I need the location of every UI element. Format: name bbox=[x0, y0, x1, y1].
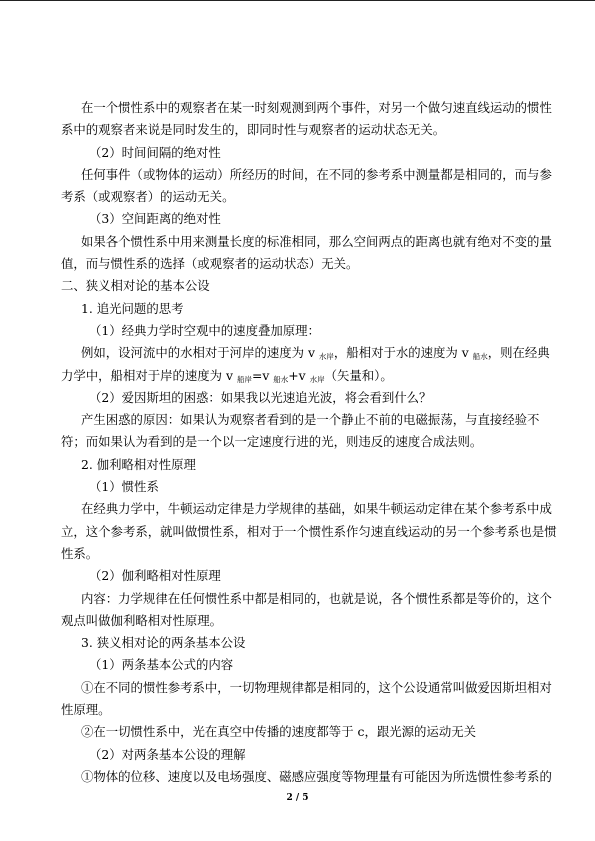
subheading: （2）爱因斯坦的困惑：如果我以光速追光波，将会看到什么？ bbox=[89, 389, 432, 405]
subheading: （1）两条基本公式的内容 bbox=[89, 657, 234, 673]
paragraph-line: 值，而与惯性系的选择（或观察者的运动状态）无关。 bbox=[61, 256, 359, 272]
subheading: （2）时间间隔的绝对性 bbox=[89, 144, 221, 160]
paragraph-line: ①在不同的惯性参考系中，一切物理规律都是相同的，这个公设通常叫做爱因斯坦相对 bbox=[81, 679, 552, 695]
subscript: 水岸 bbox=[318, 352, 334, 362]
paragraph-line: 性系。 bbox=[61, 545, 99, 561]
subheading: （2）对两条基本公设的理解 bbox=[89, 746, 246, 762]
text-run: （矢量和）。 bbox=[324, 367, 393, 383]
paragraph-line: 观点叫做伽利略相对性原理。 bbox=[61, 612, 223, 628]
text-run: ，则在经典 bbox=[487, 345, 550, 361]
subheading: 2. 伽利略相对性原理 bbox=[81, 456, 196, 472]
page-number: 2 / 5 bbox=[286, 793, 309, 803]
paragraph-line: ①物体的位移、速度以及电场强度、磁感应强度等物理量有可能因为所选惯性参考系的 bbox=[81, 768, 552, 784]
subheading: 1. 追光问题的思考 bbox=[81, 300, 184, 316]
text-run: =v bbox=[251, 367, 274, 383]
paragraph-line: 在一个惯性系中的观察者在某一时刻观测到两个事件，对另一个做匀速直线运动的惯性 bbox=[81, 100, 552, 115]
text-run: ，船相对于水的速度为 v bbox=[333, 345, 473, 361]
subscript: 船岸 bbox=[236, 374, 252, 384]
section-heading: 二、狭义相对论的基本公设 bbox=[61, 278, 210, 294]
formula-line bbox=[61, 365, 535, 387]
paragraph-line: 考系（或观察者）的运动无关。 bbox=[61, 189, 235, 205]
subheading: （1）惯性系 bbox=[89, 479, 159, 495]
text-run: 力学中，船相对于岸的速度为 v bbox=[61, 367, 237, 383]
subscript: 船水 bbox=[472, 352, 488, 362]
subheading: （2）伽利略相对性原理 bbox=[89, 568, 221, 584]
paragraph-line: 系中的观察者来说是同时发生的，即同时性与观察者的运动状态无关。 bbox=[61, 122, 446, 138]
subscript: 水岸 bbox=[309, 374, 325, 384]
paragraph-line: 如果各个惯性系中用来测量长度的标准相同，那么空间两点的距离也就有绝对不变的量 bbox=[81, 233, 552, 249]
paragraph-line: 性原理。 bbox=[61, 702, 111, 718]
subheading: （1）经典力学时空观中的速度叠加原理： bbox=[89, 322, 320, 338]
text-run: 例如，设河流中的水相对于河岸的速度为 v bbox=[81, 345, 319, 361]
paragraph-line: 符；而如果认为看到的是一个以一定速度行进的光，则违反的速度合成法则。 bbox=[61, 434, 483, 450]
paragraph-line: 内容：力学规律在任何惯性系中都是相同的，也就是说，各个惯性系都是等价的，这个 bbox=[81, 590, 552, 606]
paragraph-line: 立，这个参考系，就叫做惯性系，相对于一个惯性系作匀速直线运动的另一个参考系也是惯 bbox=[61, 523, 557, 539]
paragraph-line: 任何事件（或物体的运动）所经历的时间，在不同的参考系中测量都是相同的，而与参 bbox=[81, 166, 552, 182]
formula-line bbox=[61, 342, 550, 364]
subheading: 3. 狭义相对论的两条基本公设 bbox=[81, 635, 246, 651]
paragraph-line: 产生困惑的原因：如果认为观察者看到的是一个静止不前的电磁振荡，与直接经验不 bbox=[81, 412, 540, 428]
header-rule bbox=[0, 0, 595, 1]
subscript: 船水 bbox=[273, 374, 289, 384]
text-run: +v bbox=[288, 367, 310, 383]
paragraph-line: ②在一切惯性系中，光在真空中传播的速度都等于 c，跟光源的运动无关 bbox=[81, 724, 476, 740]
document-body bbox=[61, 97, 557, 788]
subheading: （3）空间距离的绝对性 bbox=[89, 211, 221, 227]
paragraph-line: 在经典力学中，牛顿运动定律是力学规律的基础，如果牛顿运动定律在某个参考系中成 bbox=[81, 501, 552, 517]
